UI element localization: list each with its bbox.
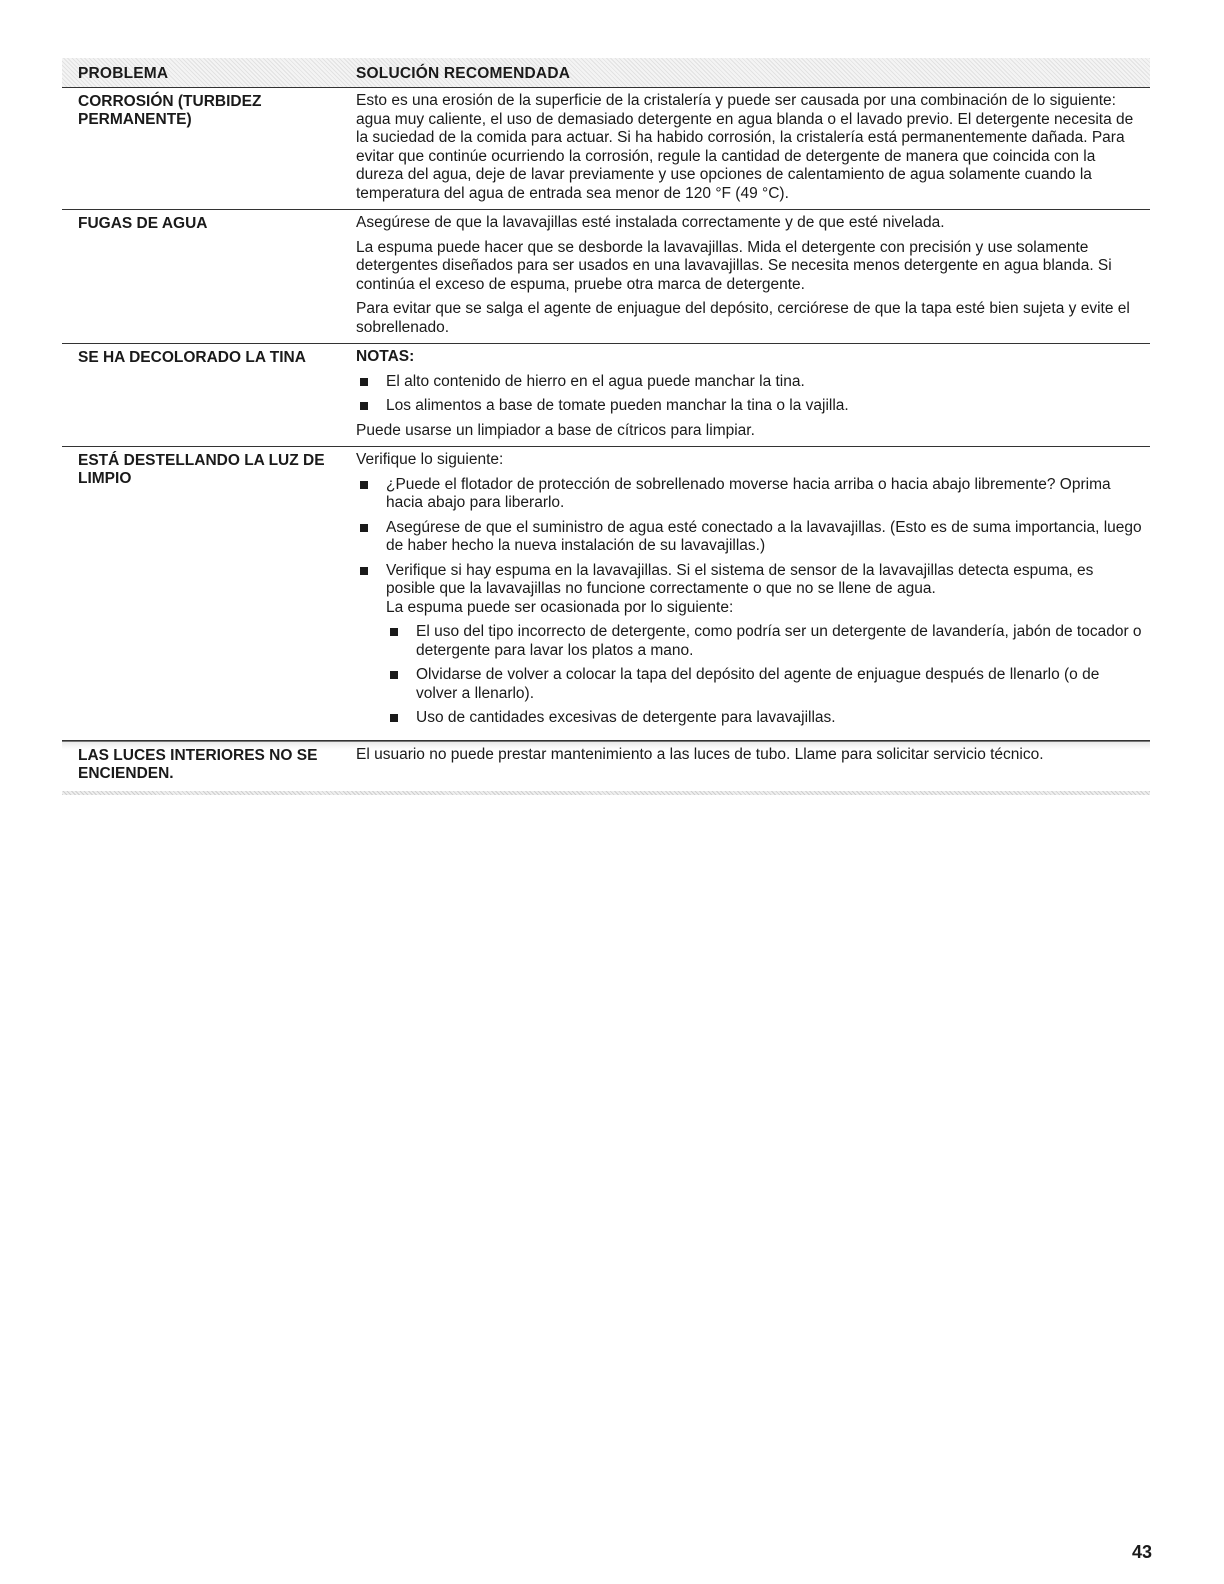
solution-paragraph: Puede usarse un limpiador a base de cítricos para limpiar. [356, 421, 755, 439]
solution-cell [356, 92, 1150, 203]
bullet-list [356, 476, 1144, 728]
troubleshooting-table [62, 58, 1150, 791]
problem-cell: ESTÁ DESTELLANDO LA LUZ DE LIMPIO [78, 452, 325, 487]
list-item: El uso del tipo incorrecto de detergente, como podría ser un detergente de lavandería, jabón de tocador o detergente para lavar los platos a mano. [386, 623, 1144, 660]
table-row [62, 344, 1150, 447]
list-item: ¿Puede el flotador de protección de sobrellenado moverse hacia arriba o hacia abajo libremente? Oprima hacia abajo para liberarlo. [356, 476, 1144, 513]
list-item: El alto contenido de hierro en el agua puede manchar la tina. [356, 373, 1144, 392]
solution-cell [356, 348, 1150, 440]
header-problem: PROBLEMA [78, 65, 169, 82]
bullet-list [356, 373, 1144, 416]
solution-cell [356, 214, 1150, 337]
problem-cell: FUGAS DE AGUA [78, 215, 208, 232]
problem-cell: SE HA DECOLORADO LA TINA [78, 349, 306, 366]
table-row [62, 88, 1150, 210]
solution-paragraph: La espuma puede hacer que se desborde la lavavajillas. Mida el detergente con precisión y use solamente detergentes diseñados para ser usados en una lavavajillas. Se necesita menos detergente en agua blanda. Si continúa el exceso de espuma, pruebe otra marca de detergente. [356, 238, 1112, 293]
sub-intro: La espuma puede ser ocasionada por lo siguiente: [386, 598, 734, 616]
solution-paragraph: Asegúrese de que la lavavajillas esté instalada correctamente y de que esté nivelada. [356, 214, 945, 231]
solution-intro: Verifique lo siguiente: [356, 451, 504, 468]
solution-paragraph: El usuario no puede prestar mantenimiento a las luces de tubo. Llame para solicitar servicio técnico. [356, 745, 1044, 763]
solution-cell [356, 746, 1150, 783]
table-row [62, 210, 1150, 344]
list-item: Los alimentos a base de tomate pueden manchar la tina o la vajilla. [356, 397, 1144, 416]
table-row [62, 447, 1150, 741]
header-solution: SOLUCIÓN RECOMENDADA [356, 65, 571, 82]
notes-title: NOTAS: [356, 348, 415, 365]
list-item [356, 562, 1144, 728]
list-item: Uso de cantidades excesivas de detergente para lavavajillas. [386, 709, 1144, 728]
list-item-text: Verifique si hay espuma en la lavavajillas. Si el sistema de sensor de la lavavajillas detecta espuma, es posible que la lavavajillas no funcione correctamente o que no se llene de agua. [386, 561, 1094, 597]
list-item: Asegúrese de que el suministro de agua esté conectado a la lavavajillas. (Esto es de suma importancia, luego de haber hecho la nueva instalación de su lavavajillas.) [356, 519, 1144, 556]
list-item: Olvidarse de volver a colocar la tapa del depósito del agente de enjuague después de llenarlo (o de volver a llenarlo). [386, 666, 1144, 703]
problem-cell: CORROSIÓN (TURBIDEZ PERMANENTE) [78, 93, 262, 128]
problem-cell: LAS LUCES INTERIORES NO SE ENCIENDEN. [78, 746, 318, 782]
table-row [62, 741, 1150, 791]
nested-bullet-list [386, 623, 1144, 728]
solution-paragraph: Para evitar que se salga el agente de enjuague del depósito, cerciórese de que la tapa esté bien sujeta y evite el sobrellenado. [356, 300, 1130, 336]
solution-paragraph: Esto es una erosión de la superficie de la cristalería y puede ser causada por una combinación de lo siguiente: agua muy caliente, el uso de demasiado detergente en agua blanda o el lavado previo. El detergente necesita de la suciedad de la comida para actuar. Si ha habido corrosión, la cristalería está permanentemente dañada. Para evitar que continúe ocurriendo la corrosión, regule la cantidad de detergente de manera que coincida con la dureza del agua, deje de lavar previamente y use opciones de calentamiento de agua solamente cuando la temperatura del agua de entrada sea menor de 120 °F (49 °C). [356, 92, 1134, 202]
solution-cell [356, 451, 1150, 734]
page-number: 43 [1131, 1542, 1152, 1562]
table-header [62, 58, 1150, 88]
